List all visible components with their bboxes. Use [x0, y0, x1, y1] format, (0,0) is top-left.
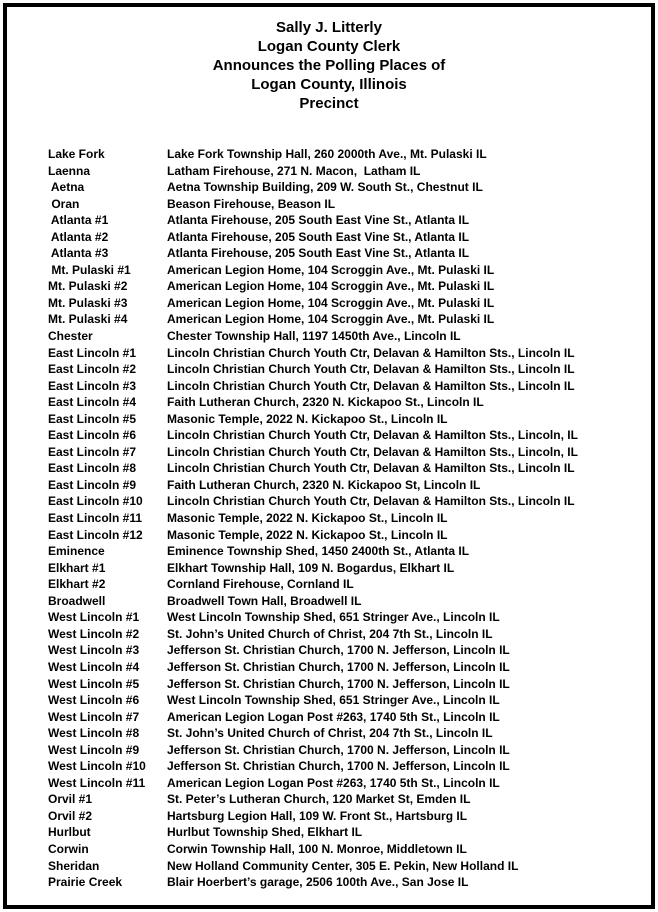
- polling-location: Eminence Township Shed, 1450 2400th St., Atlanta IL: [167, 544, 470, 559]
- polling-location: American Legion Home, 104 Scroggin Ave., Mt. Pulaski IL: [167, 295, 495, 310]
- precinct-name: Mt. Pulaski #2: [48, 279, 128, 294]
- precinct-name: West Lincoln #10: [48, 759, 146, 774]
- precinct-name: East Lincoln #1: [48, 345, 137, 360]
- polling-location: Hartsburg Legion Hall, 109 W. Front St., Hartsburg IL: [167, 808, 468, 823]
- polling-location: Beason Firehouse, Beason IL: [167, 196, 336, 211]
- table-row: [48, 775, 651, 792]
- precinct-name: Hurlbut: [48, 825, 91, 840]
- precinct-name: West Lincoln #11: [48, 775, 146, 790]
- table-row: [48, 626, 651, 643]
- precinct-name: Corwin: [48, 841, 89, 856]
- precinct-name: Chester: [48, 329, 93, 344]
- precinct-name: East Lincoln #7: [48, 444, 137, 459]
- polling-location: Cornland Firehouse, Cornland IL: [167, 577, 354, 592]
- polling-location: Blair Hoerbert’s garage, 2506 100th Ave., San Jose IL: [167, 875, 469, 890]
- polling-location: Corwin Township Hall, 100 N. Monroe, Middletown IL: [167, 841, 467, 856]
- precinct-name: East Lincoln #4: [48, 395, 137, 410]
- precinct-name: East Lincoln #2: [48, 362, 137, 377]
- polling-location: American Legion Home, 104 Scroggin Ave., Mt. Pulaski IL: [167, 312, 495, 327]
- notice-header: [7, 18, 651, 113]
- table-row: [48, 179, 651, 196]
- table-row: [48, 345, 651, 362]
- precinct-name: Laenna: [48, 163, 91, 178]
- table-row: [48, 791, 651, 808]
- polling-location: Jefferson St. Christian Church, 1700 N. Jefferson, Lincoln IL: [167, 676, 510, 691]
- table-row: [48, 676, 651, 693]
- polling-location: Elkhart Township Hall, 109 N. Bogardus, Elkhart IL: [167, 560, 455, 575]
- polling-location: American Legion Logan Post #263, 1740 5th St., Lincoln IL: [167, 709, 500, 724]
- precinct-name: Orvil #2: [48, 808, 93, 823]
- table-row: [48, 444, 651, 461]
- polling-location: American Legion Home, 104 Scroggin Ave., Mt. Pulaski IL: [167, 279, 495, 294]
- precinct-name: West Lincoln #1: [48, 610, 140, 625]
- polling-location: Masonic Temple, 2022 N. Kickapoo St., Lincoln IL: [167, 527, 448, 542]
- polling-location: Lake Fork Township Hall, 260 2000th Ave., Mt. Pulaski IL: [167, 147, 487, 161]
- precinct-name: West Lincoln #8: [48, 726, 140, 741]
- precinct-name: Oran: [48, 196, 80, 211]
- polling-location: Lincoln Christian Church Youth Ctr, Delavan & Hamilton Sts., Lincoln, IL: [167, 428, 578, 443]
- table-row: [48, 493, 651, 510]
- polling-location: New Holland Community Center, 305 E. Pekin, New Holland IL: [167, 858, 519, 873]
- precinct-name: Lake Fork: [48, 147, 105, 161]
- table-row: [48, 146, 651, 163]
- table-row: [48, 609, 651, 626]
- polling-location: Jefferson St. Christian Church, 1700 N. Jefferson, Lincoln IL: [167, 659, 510, 674]
- table-row: [48, 163, 651, 180]
- polling-location: Atlanta Firehouse, 205 South East Vine St., Atlanta IL: [167, 213, 470, 228]
- polling-location: St. John’s United Church of Christ, 204 7th St., Lincoln IL: [167, 626, 493, 641]
- precinct-name: Orvil #1: [48, 792, 93, 807]
- table-row: [48, 212, 651, 229]
- polling-location: Lincoln Christian Church Youth Ctr, Delavan & Hamilton Sts., Lincoln IL: [167, 345, 575, 360]
- polling-location: West Lincoln Township Shed, 651 Stringer Ave., Lincoln IL: [167, 610, 500, 625]
- precinct-name: West Lincoln #3: [48, 643, 140, 658]
- precinct-name: East Lincoln #3: [48, 378, 137, 393]
- precinct-name: Elkhart #1: [48, 560, 106, 575]
- table-row: [48, 196, 651, 213]
- precinct-name: Mt. Pulaski #3: [48, 295, 128, 310]
- precinct-name: Atlanta #2: [48, 229, 109, 244]
- polling-location: Broadwell Town Hall, Broadwell IL: [167, 593, 362, 608]
- precinct-name: Prairie Creek: [48, 875, 123, 890]
- clerk-name: Sally J. Litterly: [276, 19, 382, 36]
- polling-location: Lincoln Christian Church Youth Ctr, Delavan & Hamilton Sts., Lincoln IL: [167, 461, 575, 476]
- table-row: [48, 328, 651, 345]
- table-row: [48, 411, 651, 428]
- table-row: [48, 808, 651, 825]
- table-row: [48, 394, 651, 411]
- polling-location: Hurlbut Township Shed, Elkhart IL: [167, 825, 363, 840]
- precinct-name: Eminence: [48, 544, 105, 559]
- precinct-table: [7, 146, 651, 891]
- polling-location: St. John’s United Church of Christ, 204 7th St., Lincoln IL: [167, 726, 493, 741]
- table-row: [48, 576, 651, 593]
- precinct-name: East Lincoln #9: [48, 477, 137, 492]
- polling-location: Chester Township Hall, 1197 1450th Ave., Lincoln IL: [167, 329, 461, 344]
- table-row: [48, 543, 651, 560]
- precinct-name: West Lincoln #2: [48, 626, 140, 641]
- precinct-name: Aetna: [48, 180, 85, 195]
- table-row: [48, 262, 651, 279]
- polling-location: Aetna Township Building, 209 W. South St., Chestnut IL: [167, 180, 483, 195]
- table-row: [48, 427, 651, 444]
- precinct-name: East Lincoln #12: [48, 527, 143, 542]
- table-row: [48, 642, 651, 659]
- polling-location: Lincoln Christian Church Youth Ctr, Delavan & Hamilton Sts., Lincoln IL: [167, 494, 575, 509]
- table-row: [48, 858, 651, 875]
- precinct-name: Broadwell: [48, 593, 106, 608]
- precinct-name: East Lincoln #6: [48, 428, 137, 443]
- precinct-name: Atlanta #3: [48, 246, 109, 261]
- table-row: [48, 527, 651, 544]
- clerk-title: Logan County Clerk: [257, 38, 401, 55]
- table-row: [48, 758, 651, 775]
- table-row: [48, 560, 651, 577]
- table-row: [48, 477, 651, 494]
- table-row: [48, 229, 651, 246]
- table-row: [48, 709, 651, 726]
- polling-location: Lincoln Christian Church Youth Ctr, Delavan & Hamilton Sts., Lincoln IL: [167, 378, 575, 393]
- polling-location: Jefferson St. Christian Church, 1700 N. Jefferson, Lincoln IL: [167, 742, 510, 757]
- precinct-name: East Lincoln #11: [48, 511, 143, 526]
- table-row: [48, 725, 651, 742]
- polling-location: Atlanta Firehouse, 205 South East Vine St., Atlanta IL: [167, 246, 470, 261]
- precinct-heading: Precinct: [299, 95, 359, 112]
- precinct-name: Mt. Pulaski #4: [48, 312, 128, 327]
- polling-location: Jefferson St. Christian Church, 1700 N. Jefferson, Lincoln IL: [167, 643, 510, 658]
- precinct-name: West Lincoln #9: [48, 742, 140, 757]
- table-row: [48, 824, 651, 841]
- polling-location: Latham Firehouse, 271 N. Macon, Latham IL: [167, 163, 421, 178]
- precinct-name: Elkhart #2: [48, 577, 106, 592]
- table-row: [48, 510, 651, 527]
- precinct-name: West Lincoln #5: [48, 676, 140, 691]
- precinct-name: West Lincoln #7: [48, 709, 140, 724]
- precinct-name: West Lincoln #4: [48, 659, 140, 674]
- table-row: [48, 295, 651, 312]
- polling-location: Faith Lutheran Church, 2320 N. Kickapoo St., Lincoln IL: [167, 395, 484, 410]
- polling-location: Jefferson St. Christian Church, 1700 N. Jefferson, Lincoln IL: [167, 759, 510, 774]
- table-row: [48, 692, 651, 709]
- polling-location: Atlanta Firehouse, 205 South East Vine St., Atlanta IL: [167, 229, 470, 244]
- precinct-name: West Lincoln #6: [48, 693, 140, 708]
- table-row: [48, 874, 651, 891]
- precinct-name: Sheridan: [48, 858, 100, 873]
- precinct-name: East Lincoln #10: [48, 494, 143, 509]
- precinct-name: Mt. Pulaski #1: [48, 262, 131, 277]
- polling-location: American Legion Home, 104 Scroggin Ave., Mt. Pulaski IL: [167, 262, 495, 277]
- table-row: [48, 659, 651, 676]
- table-row: [48, 742, 651, 759]
- announcement-line: Announces the Polling Places of: [212, 57, 446, 74]
- table-row: [48, 841, 651, 858]
- table-row: [48, 245, 651, 262]
- table-row: [48, 361, 651, 378]
- polling-location: Faith Lutheran Church, 2320 N. Kickapoo St, Lincoln IL: [167, 477, 481, 492]
- county-line: Logan County, Illinois: [251, 76, 407, 93]
- polling-location: Lincoln Christian Church Youth Ctr, Delavan & Hamilton Sts., Lincoln IL: [167, 362, 575, 377]
- precinct-name: East Lincoln #8: [48, 461, 137, 476]
- precinct-name: Atlanta #1: [48, 213, 109, 228]
- polling-location: American Legion Logan Post #263, 1740 5th St., Lincoln IL: [167, 775, 500, 790]
- precinct-name: East Lincoln #5: [48, 411, 137, 426]
- polling-location: St. Peter’s Lutheran Church, 120 Market St, Emden IL: [167, 792, 471, 807]
- table-row: [48, 378, 651, 395]
- notice-page: [3, 3, 655, 909]
- table-row: [48, 278, 651, 295]
- polling-location: Masonic Temple, 2022 N. Kickapoo St., Lincoln IL: [167, 511, 448, 526]
- polling-location: West Lincoln Township Shed, 651 Stringer Ave., Lincoln IL: [167, 693, 500, 708]
- polling-location: Lincoln Christian Church Youth Ctr, Delavan & Hamilton Sts., Lincoln, IL: [167, 444, 578, 459]
- polling-location: Masonic Temple, 2022 N. Kickapoo St., Lincoln IL: [167, 411, 448, 426]
- table-row: [48, 460, 651, 477]
- table-row: [48, 593, 651, 610]
- table-row: [48, 311, 651, 328]
